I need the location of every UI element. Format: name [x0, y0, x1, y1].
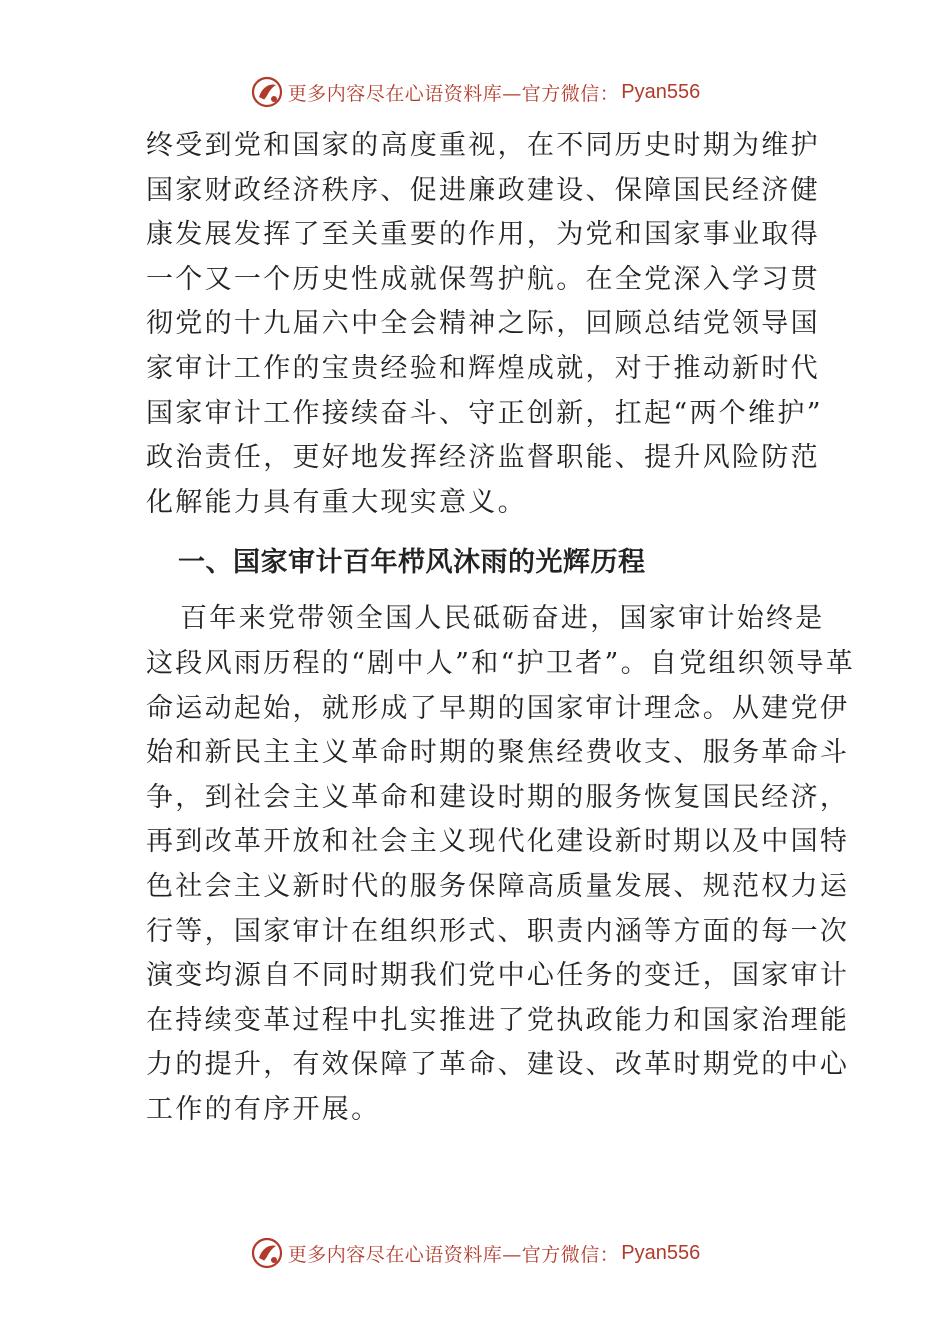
- text-line: 彻党的十九届六中全会精神之际，回顾总结党领导国: [146, 308, 820, 340]
- text-line: 演变均源自不同时期我们党中心任务的变迁，国家审计: [146, 960, 850, 992]
- logo-icon: [250, 1236, 284, 1270]
- header-banner: [0, 72, 950, 112]
- text-line: 这段风雨历程的“剧中人”和“护卫者”。自党组织领导革: [146, 647, 856, 679]
- text-line: 争，到社会主义革命和建设时期的服务恢复国民经济，: [146, 781, 850, 813]
- text-line: 命运动起始，就形成了早期的国家审计理念。从建党伊: [146, 692, 850, 724]
- text-line: 国家财政经济秩序、促进廉政建设、保障国民经济健: [146, 174, 820, 206]
- text-line: 康发展发挥了至关重要的作用，为党和国家事业取得: [146, 219, 820, 251]
- document-body: [146, 124, 856, 1132]
- text-line: 终受到党和国家的高度重视，在不同历史时期为维护: [146, 130, 820, 161]
- text-line: 工作的有序开展。: [146, 1093, 381, 1125]
- text-line: 力的提升，有效保障了革命、建设、改革时期党的中心: [146, 1049, 850, 1081]
- text-line: 国家审计工作接续奋斗、守正创新，扛起“两个维护”: [146, 397, 823, 429]
- text-line: 始和新民主主义革命时期的聚焦经费收支、服务革命斗: [146, 737, 850, 769]
- text-line: 在持续变革过程中扎实推进了党执政能力和国家治理能: [146, 1004, 850, 1036]
- text-line: 再到改革开放和社会主义现代化建设新时期以及中国特: [146, 826, 850, 858]
- text-line: 一个又一个历史性成就保驾护航。在全党深入学习贯: [146, 263, 820, 295]
- text-line: 百年来党带领全国人民砥砺奋进，国家审计始终是: [180, 603, 825, 635]
- header-banner-text: 更多内容尽在心语资料库—官方微信：: [287, 82, 620, 105]
- footer-wechat-id: Pyan556: [621, 1241, 701, 1264]
- text-line: 政治责任，更好地发挥经济监督职能、提升风险防范: [146, 442, 820, 474]
- logo-icon: [250, 75, 284, 109]
- text-line: 化解能力具有重大现实意义。: [146, 486, 527, 518]
- section-heading: 一、国家审计百年栉风沐雨的光辉历程: [178, 547, 646, 579]
- text-line: 色社会主义新时代的服务保障高质量发展、规范权力运: [146, 870, 850, 902]
- header-wechat-id: Pyan556: [621, 80, 701, 103]
- footer-banner-text: 更多内容尽在心语资料库—官方微信：: [287, 1243, 620, 1266]
- text-line: 行等，国家审计在组织形式、职责内涵等方面的每一次: [146, 915, 850, 947]
- footer-banner: [0, 1233, 950, 1273]
- paragraph-2: [146, 597, 856, 1132]
- text-line: 家审计工作的宝贵经验和辉煌成就，对于推动新时代: [146, 352, 820, 384]
- paragraph-1: [146, 124, 823, 525]
